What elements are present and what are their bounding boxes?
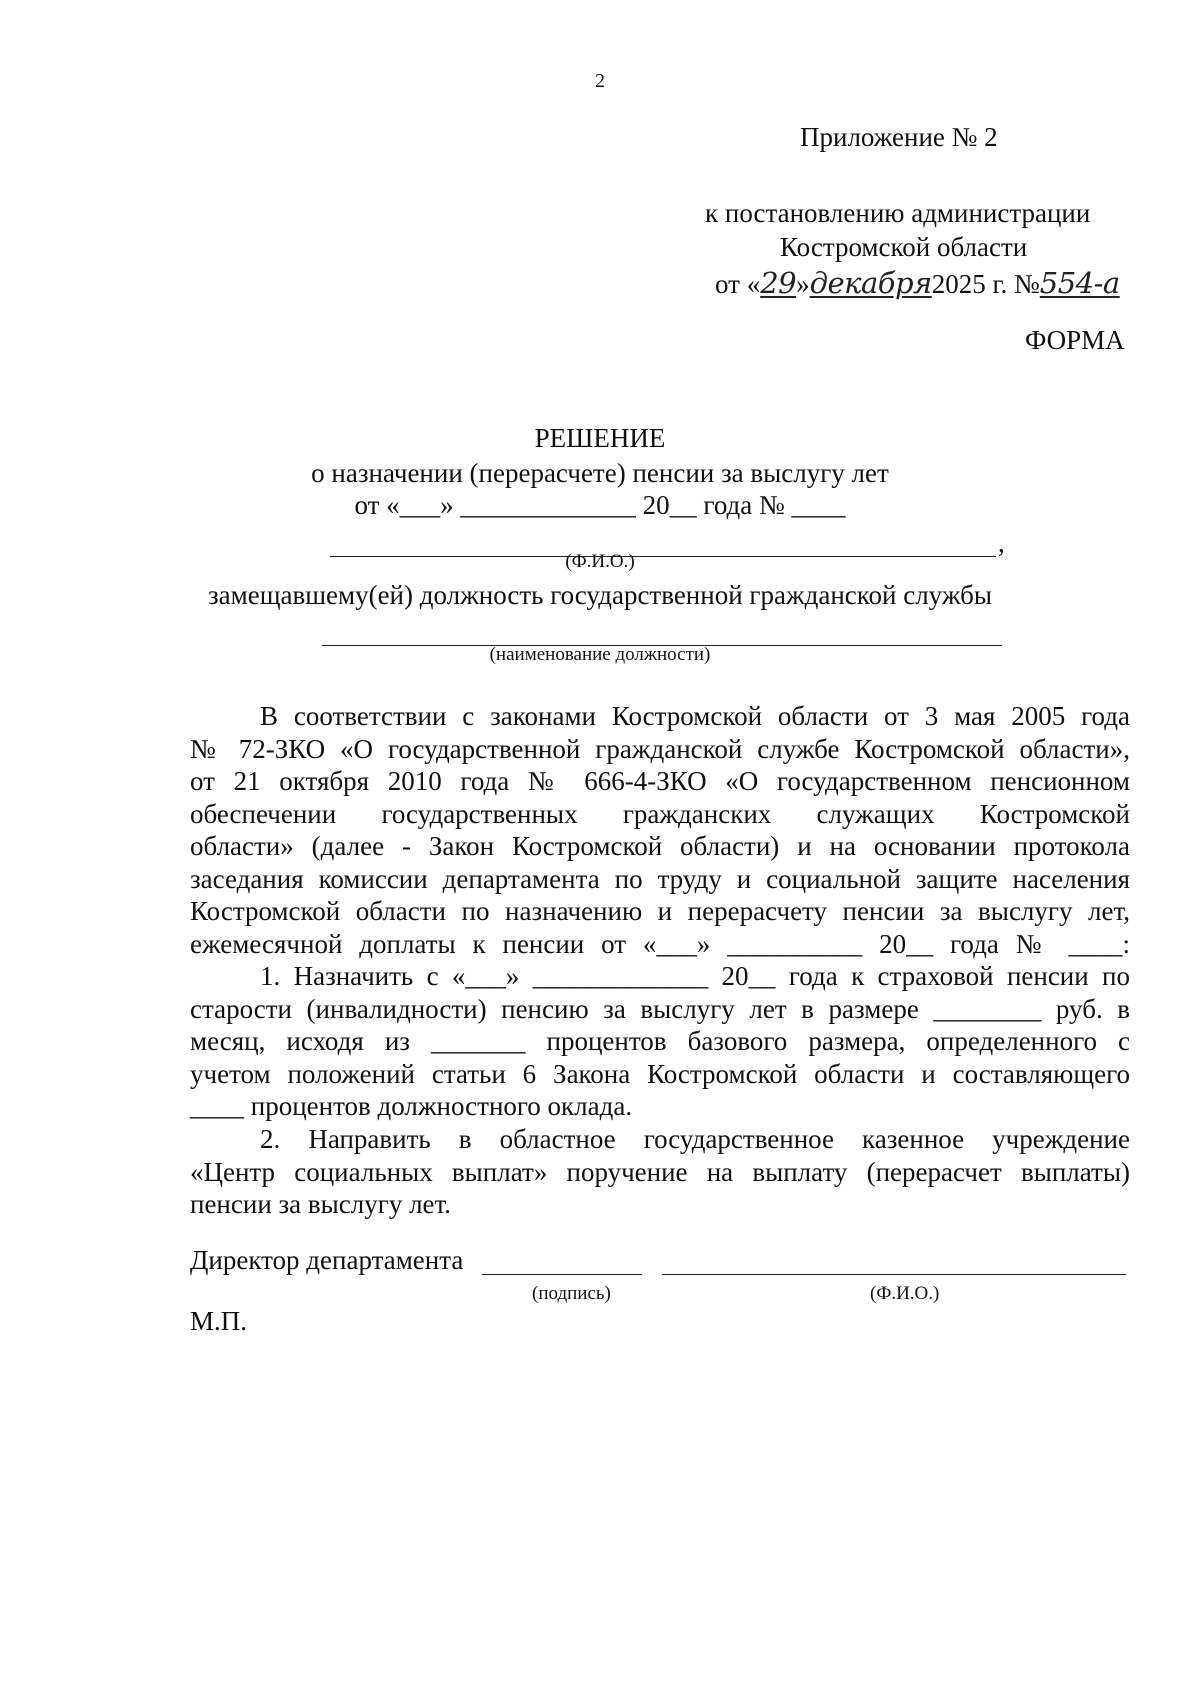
handwritten-day: 29 bbox=[760, 266, 797, 300]
date-mid: » bbox=[796, 269, 810, 299]
main-paragraph bbox=[190, 700, 1130, 960]
signature-caption: (подпись) bbox=[532, 1283, 611, 1304]
annex-label: Приложение № 2 bbox=[800, 122, 998, 152]
item2-line-3: пенсии за выслугу лет. bbox=[190, 1189, 452, 1219]
item2-line-1: 2. Направить в областное государственное казенное учреждение bbox=[260, 1124, 1130, 1154]
position-text: замещавшему(ей) должность государственной гражданской службы bbox=[207, 580, 992, 610]
item1-line-4: учетом положений статьи 6 Закона Костромской области и составляющего bbox=[190, 1058, 1130, 1089]
main-line-4: обеспечении государственных гражданских служащих Костромской bbox=[190, 798, 1130, 829]
item-1-paragraph bbox=[190, 960, 1130, 1123]
stamp-label: М.П. bbox=[190, 1306, 248, 1336]
main-line-3: от 21 октября 2010 года № 666-4-ЗКО «О государственном пенсионном bbox=[190, 766, 1130, 796]
position-caption: (наименование должности) bbox=[489, 644, 711, 665]
item1-line-1: 1. Назначить с «___» _____________ 20__ года к страховой пенсии по bbox=[260, 961, 1130, 991]
item1-line-2: старости (инвалидности) пенсию за выслугу лет в размере ________ руб. в bbox=[190, 993, 1130, 1024]
item-2-paragraph bbox=[190, 1123, 1130, 1221]
resolution-line-2: Костромской области bbox=[780, 232, 1028, 262]
resolution-date-line bbox=[715, 266, 1120, 300]
item1-line-5: ____ процентов должностного оклада. bbox=[190, 1091, 633, 1121]
date-year: 2025 г. № bbox=[931, 269, 1040, 299]
decision-title: РЕШЕНИЕ bbox=[534, 423, 666, 453]
main-line-8: ежемесячной доплаты к пенсии от «___» __________ 20__ года № ____: bbox=[190, 928, 1130, 959]
form-label: ФОРМА bbox=[1025, 325, 1125, 355]
handwritten-number: 554-а bbox=[1039, 266, 1120, 300]
main-line-7: Костромской области по назначению и перерасчету пенсии за выслугу лет, bbox=[190, 896, 1130, 926]
resolution-line-1: к постановлению администрации bbox=[705, 198, 1091, 228]
main-line-5: области» (далее - Закон Костромской области) и на основании протокола bbox=[190, 831, 1130, 861]
fio-caption: (Ф.И.О.) bbox=[565, 551, 635, 572]
decision-subtitle: о назначении (перерасчете) пенсии за выслугу лет bbox=[311, 458, 889, 488]
date-prefix: от « bbox=[715, 269, 761, 299]
handwritten-month: декабря bbox=[809, 266, 932, 300]
director-fio-caption: (Ф.И.О.) bbox=[870, 1283, 940, 1304]
fio-comma: , bbox=[998, 528, 1005, 558]
main-line-1: В соответствии с законами Костромской области от 3 мая 2005 года bbox=[260, 701, 1130, 731]
director-label: Директор департамента bbox=[190, 1245, 464, 1275]
main-line-6: заседания комиссии департамента по труду и социальной защите населения bbox=[190, 863, 1130, 894]
director-fio-blank-line bbox=[662, 1274, 1126, 1275]
page-number: 2 bbox=[595, 70, 605, 92]
signature-blank-line bbox=[482, 1274, 642, 1275]
item1-line-3: месяц, исходя из _______ процентов базового размера, определенного с bbox=[190, 1026, 1130, 1056]
item2-line-2: «Центр социальных выплат» поручение на выплату (перерасчет выплаты) bbox=[190, 1156, 1130, 1187]
decision-date-line: от «___» _____________ 20__ года № ____ bbox=[354, 490, 846, 520]
main-line-2: № 72-ЗКО «О государственной гражданской службе Костромской области», bbox=[190, 733, 1130, 764]
